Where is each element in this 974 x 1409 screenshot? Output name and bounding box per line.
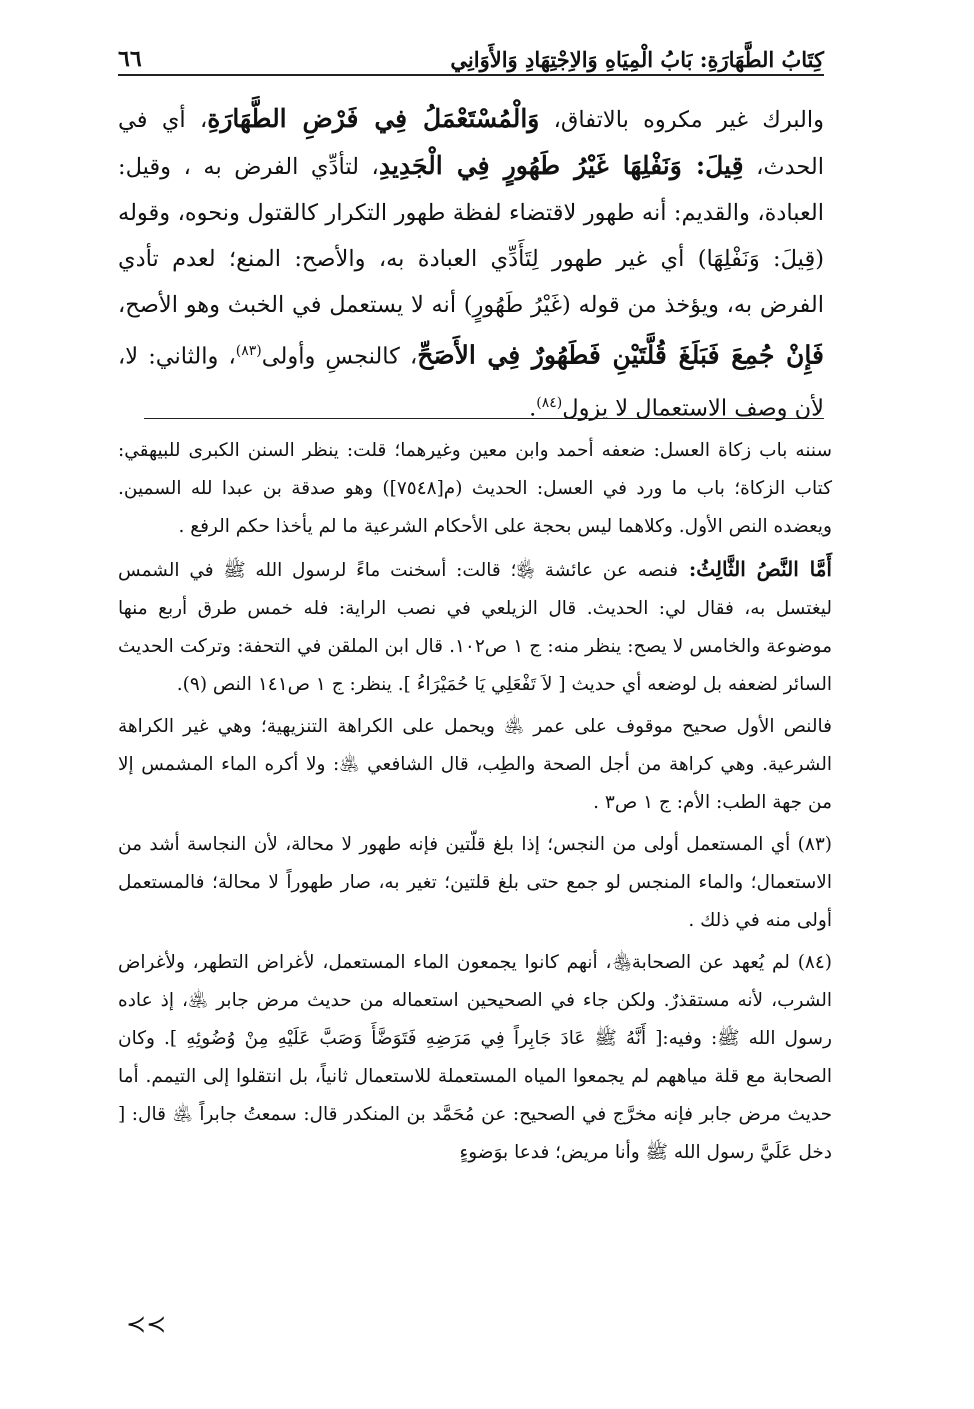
footnote-paragraph: فالنص الأول صحيح موقوف على عمر ﵁ ويحمل على الكراهة التنزيهية؛ وهي غير الكراهة الشرعية. وهي كراهة من أجل الصحة والطِب، قال الشافعي ﵁: ولا أكره الماء المشمس إلا من جهة الطب: الأم: ج ١ ص٣ . xyxy=(118,716,832,813)
main-paragraph xyxy=(118,96,824,431)
page-header xyxy=(118,34,824,76)
text-run: ، كالنجسِ وأولى xyxy=(261,343,418,370)
footnote-separator xyxy=(144,418,824,419)
running-title: كِتَابُ الطَّهَارَةِ: بَابُ الْمِيَاهِ وَالاِجْتِهَادِ وَالأَوَانِي xyxy=(450,47,824,72)
footnote-lead: أَمَّا النَّصُ الثَّالِثُ: xyxy=(678,557,832,581)
matn-phrase: فَإِنْ جُمِعَ فَبَلَغَ قُلَّتَيْنِ فَطَهُورٌ فِي الأَصَحِّ xyxy=(417,340,824,370)
footnotes xyxy=(118,432,832,1176)
footnote-number: (٨٤) xyxy=(797,952,832,973)
matn-phrase: قِيلَ: وَنَفْلِهَا غَيْرُ طَهُورٍ فِي الْجَدِيدِ xyxy=(378,151,744,180)
text-run: ، لتأدِّي الفرض به ، وقيل: العبادة، والقديم: أنه طهور لاقتضاء لفظة طهور التكرار كالقتول ونحوه، وقوله (قِيلَ: وَنَفْلِهَا) أي غير طهور لِتَأَدِّي العبادة به، والأصح: المنع؛ لعدم تأدي الفرض به، ويؤخذ من قوله (غَيْرُ طَهُورٍ) أنه لا يستعمل في الخبث وهو الأصح، xyxy=(118,154,824,318)
footnote-ref-83: (٨٣) xyxy=(235,343,262,359)
footnote-continuation: سننه باب زكاة العسل: ضعفه أحمد وابن معين وغيرهما؛ قلت: ينظر السنن الكبرى للبيهقي: كتاب الزكاة؛ باب ما ورد في العسل: الحديث (م[٧٥٤٨]) وهو صدقة بن عبدا لله السمين. ويعضده النص الأول. وكلاهما ليس بحجة على الأحكام الشرعية ما لم يأخذا حكم الرفع . xyxy=(118,440,832,537)
footnote-ref-84: (٨٤) xyxy=(536,394,563,411)
main-text xyxy=(118,96,824,431)
text-run: ، والثاني: لا، لأن وصف الاستعمال لا يزول xyxy=(118,343,824,421)
text-run: والبرك غير مكروه بالاتفاق، xyxy=(539,107,824,133)
page-number: ٦٦ xyxy=(118,46,142,72)
footnote-83 xyxy=(118,826,832,940)
footnote-text: لم يُعهد عن الصحابة﵃، أنهم كانوا يجمعون الماء المستعمل، لأغراض التطهر، ولأغراض الشرب، لأنه مستقذرٌ. ولكن جاء في الصحيحين استعماله من حديث مرض جابر ﵁، إذ عاده رسول الله ﷺ: وفيه:[ أَنَّهُ ﷺ عَادَ جَابِراً فِي مَرَضِهِ فَتَوَضَّأَ وَصَبَّ عَلَيْهِ مِنْ وُضُوئِهِ ]. وكان الصحابة مع قلة مياههم لم يجمعوا المياه المستعملة للاستعمال ثانياً، بل انتقلوا إلى التيمم. أما حديث مرض جابر فإنه مخرَّج في الصحيح: عن مُحَمَّد بن المنكدر قال: سمعتُ جابراً ﵁ قال: [ دخل عَلَيَّ رسول الله ﷺ وأنا مريض؛ فدعا بوَضوءٍ xyxy=(118,952,832,1163)
footnote-text: فنصه عن عائشة ﵂؛ قالت: أسخنت ماءً لرسول الله ﷺ في الشمس ليغتسل به، فقال لي: الحديث. قال الزيلعي في نصب الراية: فله خمس طرق أربع منها موضوعة والخامس لا يصح: ينظر منه: ج ١ ص١٠٢. قال ابن الملقن في التحفة: وتركت الحديث السائر لضعفه بل لوضعه أي حديث [ لاَ تَفْعَلِي يَا حُمَيْرَاءُ ]. ينظر: ج ١ ص١٤١ النص (٩). xyxy=(118,560,832,695)
footnote-84 xyxy=(118,944,832,1172)
footnote-number: (٨٣) xyxy=(797,834,832,855)
text-run: ، أي في الحدث، xyxy=(118,107,824,180)
footnote-text: أي المستعمل أولى من النجس؛ إذا بلغ قلّتين فإنه طهور لا محالة، لأن النجاسة أشد من الاستعمال؛ والماء المنجس لو جمع حتى بلغ قلتين؛ تغير به، صار طهوراً لا محالة؛ فالمستعمل أولى منه في ذلك . xyxy=(118,834,832,931)
footnote-paragraph xyxy=(118,550,832,704)
text-run: . xyxy=(529,395,537,421)
matn-phrase: وَالْمُسْتَعْمَلُ فِي فَرْضِ الطَّهَارَةِ xyxy=(207,104,540,133)
continuation-mark: ≺≺ xyxy=(126,1310,167,1338)
